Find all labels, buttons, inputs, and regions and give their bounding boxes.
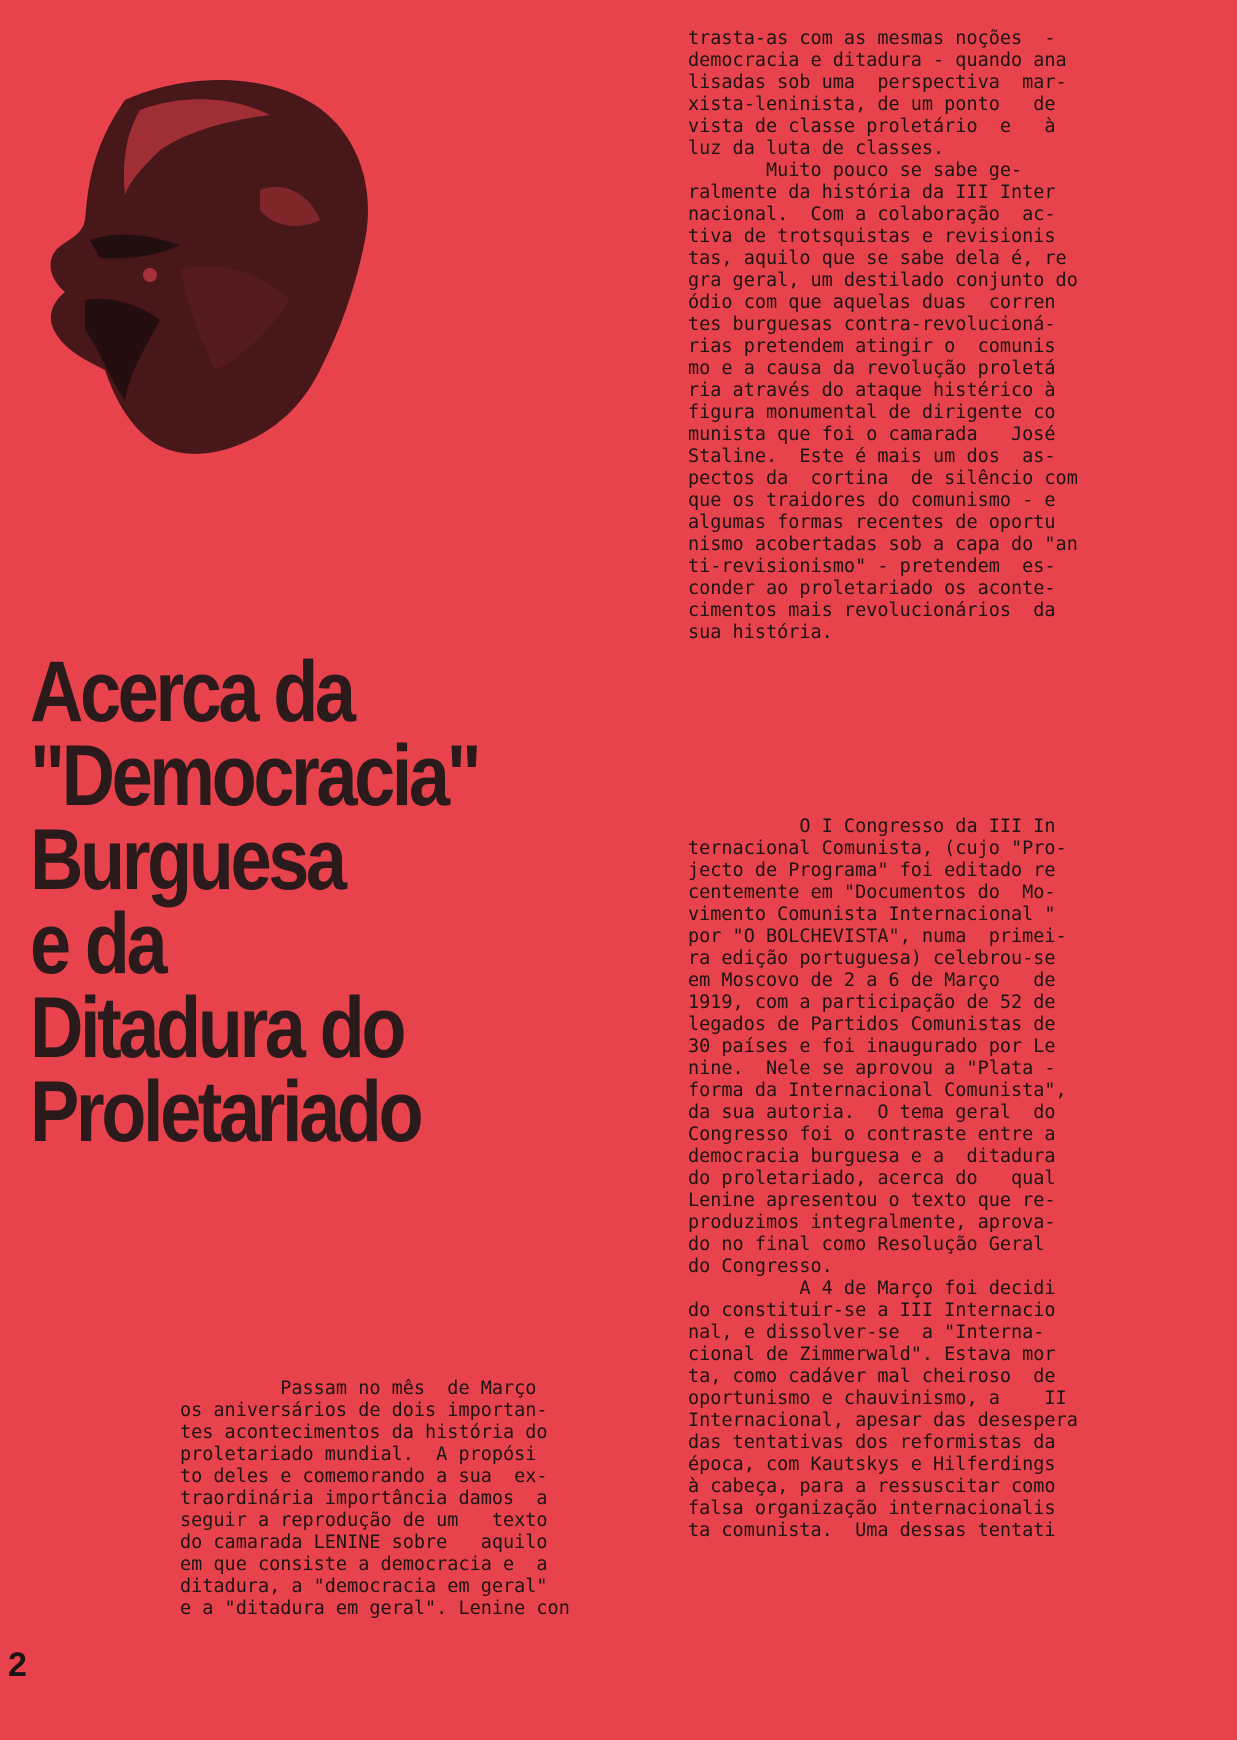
text-line: ria através do ataque histérico à <box>688 380 1056 401</box>
text-line: que os traidores do comunismo - e <box>688 490 1056 511</box>
text-line: seguir a reprodução de um texto <box>180 1510 548 1531</box>
lenin-portrait-icon <box>30 70 390 460</box>
text-line: O I Congresso da III In <box>688 816 1056 837</box>
text-line: trasta-as com as mesmas noções - <box>688 28 1056 49</box>
text-line: ternacional Comunista, (cujo "Pro- <box>688 838 1067 859</box>
text-line: tiva de trotsquistas e revisionis <box>688 226 1056 247</box>
text-line: vimento Comunista Internacional " <box>688 904 1056 925</box>
text-line: to deles e comemorando a sua ex- <box>180 1466 548 1487</box>
text-line: cional de Zimmerwald". Estava mor <box>688 1344 1056 1365</box>
text-line: legados de Partidos Comunistas de <box>688 1014 1056 1035</box>
text-line: 1919, com a participação de 52 de <box>688 992 1056 1013</box>
text-line: rias pretendem atingir o comunis <box>688 336 1056 357</box>
text-line: pectos da cortina de silêncio com <box>688 468 1078 489</box>
text-line: ta, como cadáver mal cheiroso de <box>688 1366 1056 1387</box>
text-line: democracia e ditadura - quando ana <box>688 50 1067 71</box>
right-column-second-text <box>688 816 1188 1542</box>
text-line: do Congresso. <box>688 1256 833 1277</box>
text-line: ti-revisionismo" - pretendem es- <box>688 556 1056 577</box>
text-line: do proletariado, acerca do qual <box>688 1168 1056 1189</box>
text-line: Muito pouco se sabe ge- <box>688 160 1023 181</box>
text-line: ditadura, a "democracia em geral" <box>180 1576 548 1597</box>
text-line: das tentativas dos reformistas da <box>688 1432 1056 1453</box>
headline-line: "Democracia" <box>30 728 479 824</box>
text-line: do constituir-se a III Internacio <box>688 1300 1056 1321</box>
headline-line: e da <box>30 896 165 992</box>
text-line: Staline. Este é mais um dos as- <box>688 446 1056 467</box>
text-line: munista que foi o camarada José <box>688 424 1056 445</box>
headline-line: Proletariado <box>30 1064 421 1160</box>
text-line: oportunismo e chauvinismo, a II <box>688 1388 1067 1409</box>
text-line: cimentos mais revolucionários da <box>688 600 1056 621</box>
text-line: tes acontecimentos da história do <box>180 1422 548 1443</box>
text-line: figura monumental de dirigente co <box>688 402 1056 423</box>
text-line: os aniversários de dois importan- <box>180 1400 548 1421</box>
text-line: forma da Internacional Comunista", <box>688 1080 1067 1101</box>
text-line: proletariado mundial. A propósi <box>180 1444 537 1465</box>
text-line: algumas formas recentes de oportu <box>688 512 1056 533</box>
text-line: nine. Nele se aprovou a "Plata - <box>688 1058 1056 1079</box>
text-line: em que consiste a democracia e a <box>180 1554 548 1575</box>
text-line: centemente em "Documentos do Mo- <box>688 882 1056 903</box>
text-line: conder ao proletariado os aconte- <box>688 578 1056 599</box>
text-line: em Moscovo de 2 a 6 de Março de <box>688 970 1056 991</box>
article-headline <box>30 644 512 1160</box>
right-column-text <box>688 28 1188 644</box>
text-line: ra edição portuguesa) celebrou-se <box>688 948 1056 969</box>
text-line: Congresso foi o contraste entre a <box>688 1124 1056 1145</box>
text-line: mo e a causa da revolução proletá <box>688 358 1056 379</box>
page-number: 2 <box>8 1646 27 1684</box>
text-line: nismo acobertadas sob a capa do "an <box>688 534 1078 555</box>
text-line: sua história. <box>688 622 833 643</box>
text-line: vista de classe proletário e à <box>688 116 1056 137</box>
text-line: do camarada LENINE sobre aquilo <box>180 1532 548 1553</box>
text-line: nal, e dissolver-se a "Interna- <box>688 1322 1045 1343</box>
headline-line: Burguesa <box>30 812 344 908</box>
text-line: democracia burguesa e a ditadura <box>688 1146 1056 1167</box>
text-line: 30 países e foi inaugurado por Le <box>688 1036 1056 1057</box>
text-line: gra geral, um destilado conjunto do <box>688 270 1078 291</box>
text-line: jecto de Programa" foi editado re <box>688 860 1056 881</box>
text-line: à cabeça, para a ressuscitar como <box>688 1476 1056 1497</box>
text-line: nacional. Com a colaboração ac- <box>688 204 1056 225</box>
text-line: tes burguesas contra-revolucioná- <box>688 314 1056 335</box>
text-line: Internacional, apesar das desespera <box>688 1410 1078 1431</box>
text-line: tas, aquilo que se sabe dela é, re <box>688 248 1067 269</box>
text-line: do no final como Resolução Geral <box>688 1234 1045 1255</box>
headline-line: Ditadura do <box>30 980 404 1076</box>
headline-line: Acerca da <box>30 644 353 740</box>
text-line: ralmente da história da III Inter <box>688 182 1056 203</box>
text-line: produzimos integralmente, aprova- <box>688 1212 1056 1233</box>
text-line: Lenine apresentou o texto que re- <box>688 1190 1056 1211</box>
text-line: A 4 de Março foi decidi <box>688 1278 1056 1299</box>
text-line: lisadas sob uma perspectiva mar- <box>688 72 1067 93</box>
text-line: falsa organização internacionalis <box>688 1498 1056 1519</box>
text-line: ta comunista. Uma dessas tentati <box>688 1520 1056 1541</box>
text-line: por "O BOLCHEVISTA", numa primei- <box>688 926 1067 947</box>
text-line: da sua autoria. O tema geral do <box>688 1102 1056 1123</box>
text-line: e a "ditadura em geral". Lenine con <box>180 1598 570 1619</box>
text-line: traordinária importância damos a <box>180 1488 548 1509</box>
text-line: xista-leninista, de um ponto de <box>688 94 1056 115</box>
text-line: Passam no mês de Março <box>180 1378 537 1399</box>
intro-paragraph <box>180 1378 680 1620</box>
text-line: ódio com que aquelas duas corren <box>688 292 1056 313</box>
text-line: luz da luta de classes. <box>688 138 945 159</box>
text-line: época, com Kautskys e Hilferdings <box>688 1454 1056 1475</box>
